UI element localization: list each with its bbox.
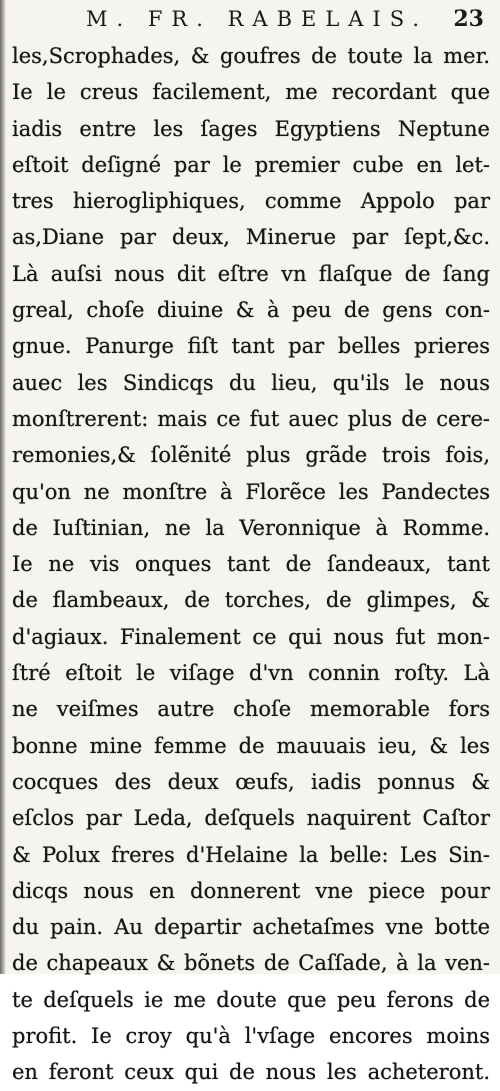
text-line: greal, choſe diuine & à peu de gens con- [12,298,490,323]
text-line: dicqs nous en donnerent vne piece pour [12,878,490,903]
text-line: ſtré eſtoit le viſage d'vn connin roſty. Là [12,661,490,686]
text-line: d'agiaux. Finalement ce qui nous fut mon- [12,624,490,649]
running-title: M. FR. RABELAIS. [86,7,429,31]
text-line: en feront ceux qui de nous les acheteront. [12,1060,490,1085]
text-line: de flambeaux, de torches, de glimpes, & [12,588,490,613]
text-line: de chapeaux & bõnets de Caſſade, à la ven- [12,951,490,976]
text-line: iadis entre les ſages Egyptiens Neptune [12,116,490,141]
text-line: Ie le creus facilement, me recordant que [12,80,490,105]
text-line: gnue. Panurge fiſt tant par belles prieres [12,334,490,359]
text-line: du pain. Au departir achetaſmes vne botte [12,915,490,940]
gutter-shadow [0,0,6,974]
text-line: auec les Sindicqs du lieu, qu'ils le nous [12,370,490,395]
text-line: Là auſsi nous dit eſtre vn flaſque de ſang [12,261,490,286]
text-line: te deſquels ie me doute que peu ferons de [12,987,490,1012]
text-line: de Iuſtinian, ne la Veronnique à Romme. [12,515,490,540]
text-line: Ie ne vis onques tant de ſandeaux, tant [12,552,490,577]
text-line: qu'on ne monſtre à Florẽce les Pandectes [12,479,490,504]
page-number: 23 [453,6,484,32]
text-line: remonies,& ſolẽnité plus grãde trois fois, [12,443,490,468]
text-line: tres hierogliphiques, comme Appolo par [12,189,490,214]
text-line: eſtoit deſigné par le premier cube en let- [12,152,490,177]
text-line: as,Diane par deux, Minerue par ſept,&c. [12,225,490,250]
page-header [0,4,500,34]
text-line: monſtrerent: mais ce fut auec plus de cere- [12,406,490,431]
body-text [12,38,490,1091]
text-line: bonne mine femme de mauuais ieu, & les [12,733,490,758]
text-line: les,Scrophades, & goufres de toute la mer. [12,44,490,68]
text-line: eſclos par Leda, deſquels naquirent Caſtor [12,806,490,831]
text-line: ne veiſmes autre choſe memorable fors [12,697,490,722]
text-line: profit. Ie croy qu'à l'vſage encores moins [12,1024,490,1049]
text-line: & Polux freres d'Helaine la belle: Les Sin- [12,842,490,867]
text-line: cocques des deux œufs, iadis ponnus & [12,769,490,794]
